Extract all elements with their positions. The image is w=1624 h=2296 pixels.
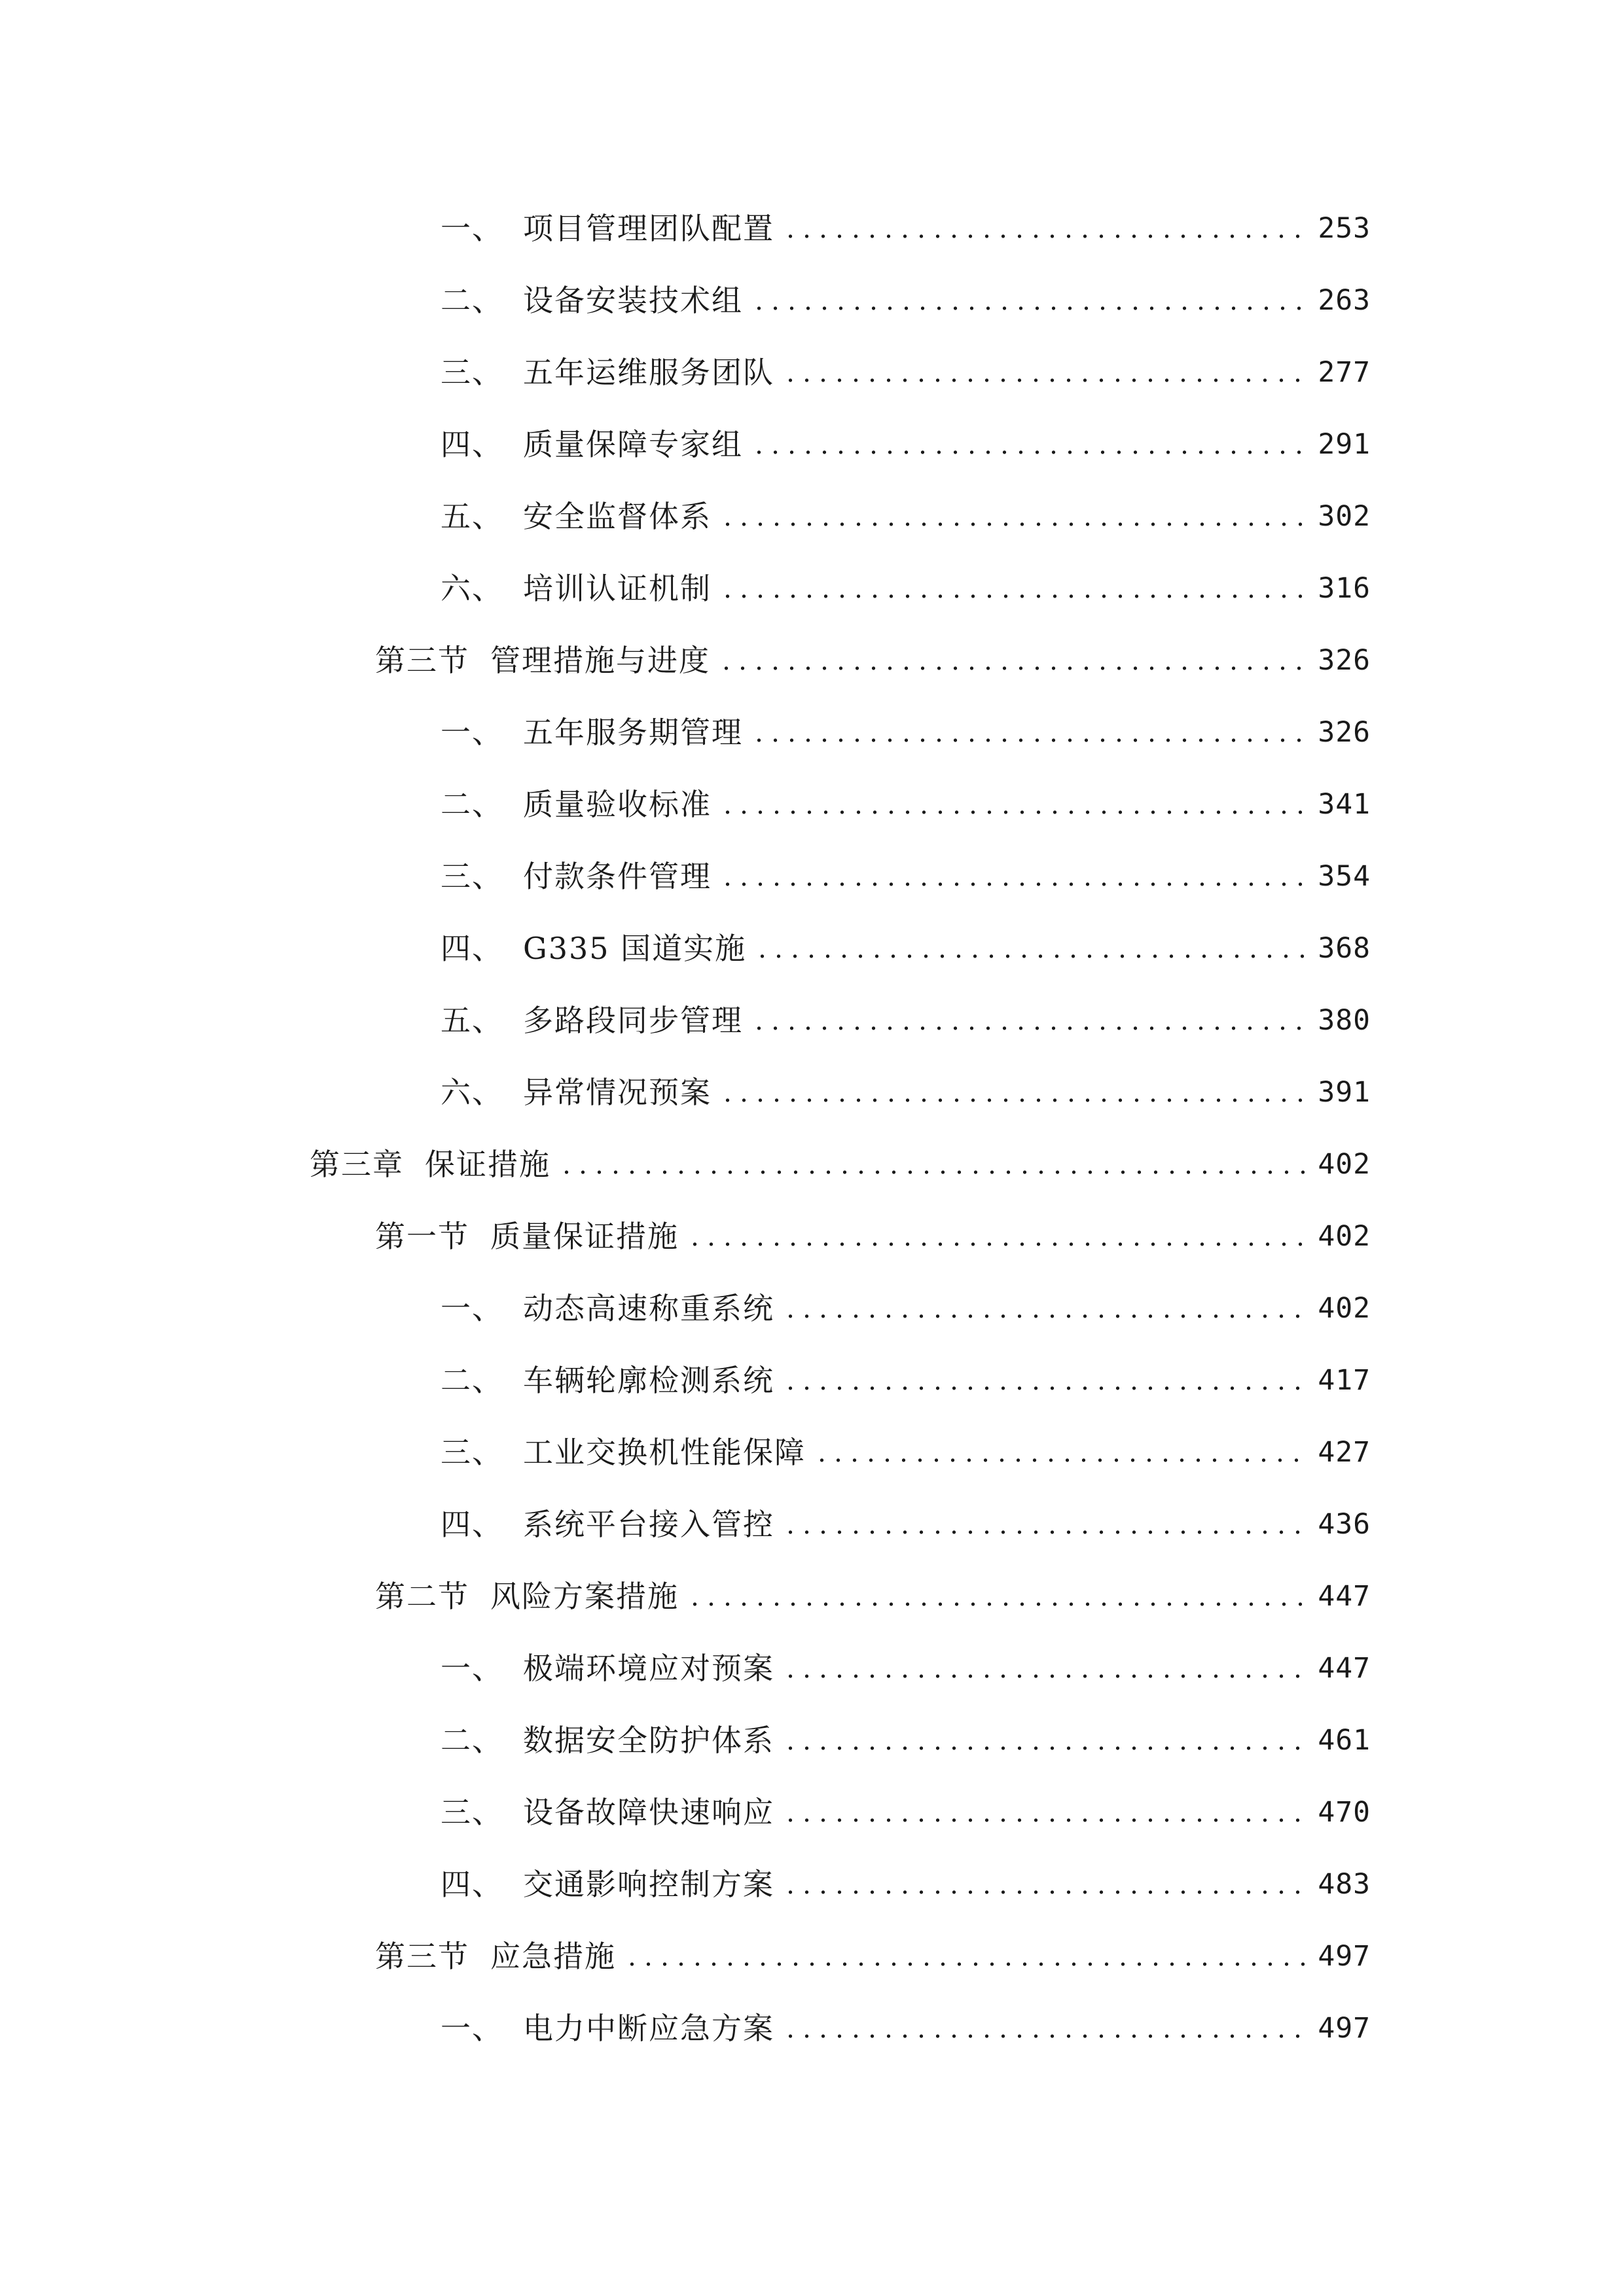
toc-entry-prefix: 五、 bbox=[441, 1003, 503, 1038]
toc-entry-title: 保证措施 bbox=[425, 1147, 550, 1182]
toc-entry-title: 培训认证机制 bbox=[523, 571, 712, 606]
toc-entry[interactable] bbox=[375, 1930, 1371, 1982]
dot-leader bbox=[687, 1601, 1310, 1607]
toc-entry-page-number: 380 bbox=[1318, 1004, 1371, 1037]
toc-entry-title: 项目管理团队配置 bbox=[523, 211, 774, 246]
toc-entry-title: 五年服务期管理 bbox=[523, 715, 743, 750]
toc-entry-page-number: 402 bbox=[1318, 1292, 1371, 1325]
dot-leader bbox=[751, 305, 1310, 312]
toc-entry-title: 车辆轮廓检测系统 bbox=[523, 1363, 774, 1398]
dot-leader bbox=[782, 2033, 1310, 2039]
toc-entry[interactable] bbox=[441, 1426, 1371, 1479]
toc-entry-title: 质量保障专家组 bbox=[523, 427, 743, 462]
toc-entry-prefix: 二、 bbox=[441, 283, 503, 318]
toc-entry[interactable] bbox=[441, 1642, 1371, 1695]
toc-entry[interactable] bbox=[441, 418, 1371, 471]
toc-entry-page-number: 302 bbox=[1318, 500, 1371, 533]
toc-entry[interactable] bbox=[441, 2002, 1371, 2054]
toc-entry-page-number: 277 bbox=[1318, 356, 1371, 389]
dot-leader bbox=[782, 377, 1310, 384]
toc-entry-title: 安全监督体系 bbox=[523, 499, 712, 534]
toc-entry-prefix: 二、 bbox=[441, 1363, 503, 1398]
toc-entry[interactable] bbox=[441, 1354, 1371, 1407]
toc-entry[interactable] bbox=[441, 562, 1371, 615]
dot-leader bbox=[719, 809, 1310, 816]
toc-entry-prefix: 四、 bbox=[441, 1507, 503, 1542]
toc-entry-page-number: 368 bbox=[1318, 932, 1371, 965]
toc-entry[interactable] bbox=[441, 922, 1371, 975]
toc-entry-title: 付款条件管理 bbox=[523, 859, 712, 894]
toc-entry-prefix: 第三章 bbox=[310, 1147, 404, 1182]
toc-entry-prefix: 一、 bbox=[441, 715, 503, 750]
toc-entry-prefix: 一、 bbox=[441, 1291, 503, 1326]
toc-entry-prefix: 一、 bbox=[441, 1651, 503, 1686]
toc-entry[interactable] bbox=[441, 346, 1371, 399]
dot-leader bbox=[782, 1817, 1310, 1823]
toc-entry-prefix: 二、 bbox=[441, 1723, 503, 1758]
toc-entry-prefix: 一、 bbox=[441, 211, 503, 246]
toc-entry[interactable] bbox=[441, 850, 1371, 903]
toc-entry-prefix: 三、 bbox=[441, 1435, 503, 1470]
toc-entry[interactable] bbox=[441, 1858, 1371, 1910]
toc-entry-prefix: 第二节 bbox=[375, 1579, 469, 1614]
toc-entry-page-number: 253 bbox=[1318, 212, 1371, 245]
toc-entry-prefix: 第三节 bbox=[375, 643, 469, 678]
dot-leader bbox=[782, 1529, 1310, 1535]
dot-leader bbox=[558, 1169, 1310, 1175]
toc-entry[interactable] bbox=[441, 1714, 1371, 1767]
toc-entry-prefix: 一、 bbox=[441, 2011, 503, 2046]
toc-entry-title: 质量验收标准 bbox=[523, 787, 712, 822]
toc-entry[interactable] bbox=[441, 706, 1371, 759]
toc-entry-prefix: 三、 bbox=[441, 355, 503, 390]
toc-entry-prefix: 三、 bbox=[441, 1795, 503, 1830]
dot-leader bbox=[624, 1961, 1310, 1967]
toc-entry-prefix: 六、 bbox=[441, 571, 503, 606]
toc-entry-prefix: 第三节 bbox=[375, 1939, 469, 1974]
toc-entry-page-number: 436 bbox=[1318, 1508, 1371, 1541]
toc-entry-page-number: 354 bbox=[1318, 860, 1371, 893]
toc-entry[interactable] bbox=[375, 634, 1371, 687]
toc-entry-title: 工业交换机性能保障 bbox=[523, 1435, 806, 1470]
toc-entry-page-number: 497 bbox=[1318, 2012, 1371, 2045]
toc-entry[interactable] bbox=[441, 202, 1371, 255]
dot-leader bbox=[718, 665, 1310, 672]
toc-entry-title: 应急措施 bbox=[490, 1939, 616, 1974]
toc-entry[interactable] bbox=[441, 1066, 1371, 1119]
toc-entry-page-number: 402 bbox=[1318, 1220, 1371, 1253]
dot-leader bbox=[782, 1745, 1310, 1751]
toc-entry-page-number: 316 bbox=[1318, 572, 1371, 605]
toc-entry-title: 风险方案措施 bbox=[490, 1579, 679, 1614]
toc-entry-prefix: 二、 bbox=[441, 787, 503, 822]
toc-entry-title: 电力中断应急方案 bbox=[523, 2011, 774, 2046]
toc-entry-title: 极端环境应对预案 bbox=[523, 1651, 774, 1686]
toc-entry[interactable] bbox=[441, 994, 1371, 1047]
toc-entry[interactable] bbox=[441, 778, 1371, 831]
dot-leader bbox=[719, 593, 1310, 600]
toc-entry-page-number: 326 bbox=[1318, 716, 1371, 749]
toc-entry-page-number: 447 bbox=[1318, 1580, 1371, 1613]
toc-entry-page-number: 461 bbox=[1318, 1724, 1371, 1757]
toc-entry-title: G335 国道实施 bbox=[523, 931, 747, 966]
toc-entry-page-number: 470 bbox=[1318, 1796, 1371, 1829]
dot-leader bbox=[782, 1889, 1310, 1895]
toc-entry-page-number: 263 bbox=[1318, 284, 1371, 317]
toc-entry-page-number: 291 bbox=[1318, 428, 1371, 461]
toc-entry-page-number: 483 bbox=[1318, 1868, 1371, 1901]
toc-entry-prefix: 四、 bbox=[441, 427, 503, 462]
toc-entry-title: 数据安全防护体系 bbox=[523, 1723, 774, 1758]
dot-leader bbox=[719, 1097, 1310, 1103]
toc-entry-title: 异常情况预案 bbox=[523, 1075, 712, 1110]
toc-entry-page-number: 391 bbox=[1318, 1076, 1371, 1109]
toc-entry[interactable] bbox=[441, 274, 1371, 327]
toc-entry-prefix: 第一节 bbox=[375, 1219, 469, 1254]
toc-entry-title: 五年运维服务团队 bbox=[523, 355, 774, 390]
toc-entry-prefix: 四、 bbox=[441, 931, 503, 966]
dot-leader bbox=[782, 1673, 1310, 1679]
toc-entry-page-number: 427 bbox=[1318, 1436, 1371, 1469]
toc-entry-page-number: 497 bbox=[1318, 1940, 1371, 1973]
toc-entry-page-number: 402 bbox=[1318, 1148, 1371, 1181]
toc-entry[interactable] bbox=[441, 490, 1371, 543]
toc-entry[interactable] bbox=[310, 1138, 1371, 1191]
dot-leader bbox=[814, 1457, 1310, 1463]
dot-leader bbox=[782, 233, 1310, 240]
toc-entry-prefix: 五、 bbox=[441, 499, 503, 534]
toc-entry-title: 管理措施与进度 bbox=[490, 643, 710, 678]
dot-leader bbox=[719, 881, 1310, 888]
dot-leader bbox=[754, 953, 1310, 960]
dot-leader bbox=[751, 1025, 1310, 1031]
dot-leader bbox=[719, 521, 1310, 528]
toc-entry[interactable] bbox=[441, 1282, 1371, 1335]
dot-leader bbox=[751, 737, 1310, 744]
toc-entry-page-number: 341 bbox=[1318, 788, 1371, 821]
toc-entry-title: 多路段同步管理 bbox=[523, 1003, 743, 1038]
dot-leader bbox=[782, 1385, 1310, 1391]
toc-entry-prefix: 四、 bbox=[441, 1867, 503, 1902]
toc-entry-title: 系统平台接入管控 bbox=[523, 1507, 774, 1542]
toc-entry-prefix: 三、 bbox=[441, 859, 503, 894]
toc-entry-prefix: 六、 bbox=[441, 1075, 503, 1110]
toc-entry-page-number: 447 bbox=[1318, 1652, 1371, 1685]
toc-entry-title: 动态高速称重系统 bbox=[523, 1291, 774, 1326]
toc-entry-page-number: 326 bbox=[1318, 644, 1371, 677]
dot-leader bbox=[782, 1313, 1310, 1319]
toc-entry-title: 设备安装技术组 bbox=[523, 283, 743, 318]
toc-entry[interactable] bbox=[441, 1786, 1371, 1839]
dot-leader bbox=[687, 1241, 1310, 1247]
toc-entry-title: 设备故障快速响应 bbox=[523, 1795, 774, 1830]
toc-entry[interactable] bbox=[375, 1570, 1371, 1623]
toc-entry-title: 交通影响控制方案 bbox=[523, 1867, 774, 1902]
toc-entry-page-number: 417 bbox=[1318, 1364, 1371, 1397]
toc-entry[interactable] bbox=[441, 1498, 1371, 1551]
toc-entry[interactable] bbox=[375, 1210, 1371, 1263]
toc-entry-title: 质量保证措施 bbox=[490, 1219, 679, 1254]
dot-leader bbox=[751, 449, 1310, 456]
